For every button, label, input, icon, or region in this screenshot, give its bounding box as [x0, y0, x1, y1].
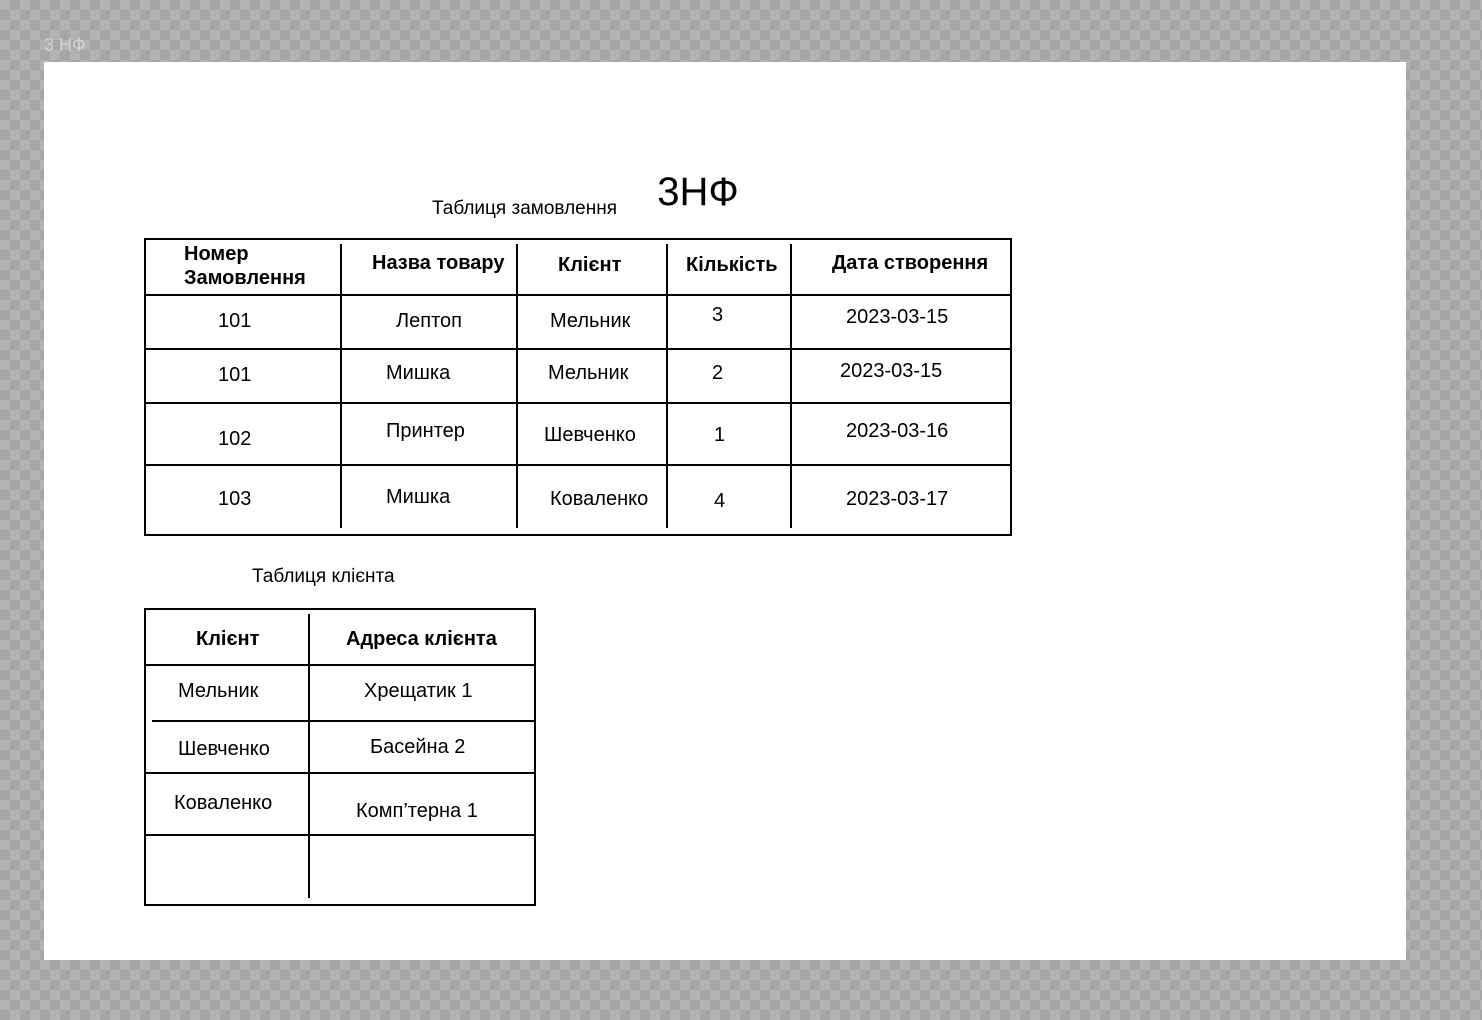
frame-label[interactable]: 3 НФ: [44, 35, 86, 55]
clients-table-divider: [146, 772, 534, 774]
clients-table-caption: Таблиця клієнта: [252, 566, 395, 587]
header-order-number: [184, 242, 306, 290]
table-cell: Лептоп: [396, 310, 462, 332]
table-cell: 2: [712, 362, 724, 384]
clients-table-divider: [146, 834, 534, 836]
orders-table-column-divider: [790, 244, 792, 528]
table-cell: Принтер: [386, 420, 465, 442]
header-product: Назва товару: [372, 252, 505, 274]
clients-table-column-divider: [308, 614, 310, 898]
clients-table-divider: [146, 664, 534, 666]
table-cell: 102: [218, 428, 252, 450]
table-cell: Шевченко: [178, 738, 270, 760]
header-client: Клієнт: [558, 254, 622, 276]
table-cell: 4: [714, 490, 726, 512]
orders-table-divider: [146, 348, 1010, 350]
table-cell: Шевченко: [544, 424, 636, 446]
table-cell: 103: [218, 488, 252, 510]
table-cell: 101: [218, 364, 252, 386]
orders-table-divider: [146, 294, 1010, 296]
table-cell: Басейна 2: [370, 736, 466, 758]
table-cell: Мишка: [386, 362, 451, 384]
table-cell: Мельник: [178, 680, 259, 702]
header-created-date: Дата створення: [832, 252, 989, 274]
orders-table-column-divider: [516, 244, 518, 528]
table-cell: Мельник: [548, 362, 629, 384]
table-cell: 101: [218, 310, 252, 332]
orders-table-column-divider: [666, 244, 668, 528]
header-order-number-line2: Замовлення: [184, 267, 306, 289]
table-cell: Коваленко: [174, 792, 273, 814]
header-quantity: Кількість: [686, 254, 778, 276]
table-cell: Коваленко: [550, 488, 649, 510]
clients-table: [144, 608, 536, 906]
table-cell: Комп’терна 1: [356, 800, 478, 822]
orders-table-column-divider: [340, 244, 342, 528]
orders-table-divider: [146, 464, 1010, 466]
canvas[interactable]: [44, 62, 1406, 960]
header-client-address: Адреса клієнта: [346, 628, 497, 650]
table-cell: 2023-03-17: [846, 488, 949, 510]
clients-table-divider: [152, 720, 534, 722]
orders-table-caption: Таблиця замовлення: [432, 198, 617, 219]
table-cell: Мишка: [386, 486, 451, 508]
table-cell: Мельник: [550, 310, 631, 332]
header-order-number-line1: Номер: [184, 243, 249, 265]
table-cell: 2023-03-15: [840, 360, 943, 382]
table-cell: 2023-03-15: [846, 306, 949, 328]
header-client: Клієнт: [196, 628, 260, 650]
table-cell: 2023-03-16: [846, 420, 949, 442]
orders-table-divider: [146, 402, 1010, 404]
table-cell: Хрещатик 1: [364, 680, 473, 702]
table-cell: 1: [714, 424, 726, 446]
orders-table: [144, 238, 1012, 536]
table-cell: 3: [712, 304, 724, 326]
page-title: 3НФ: [657, 170, 739, 214]
